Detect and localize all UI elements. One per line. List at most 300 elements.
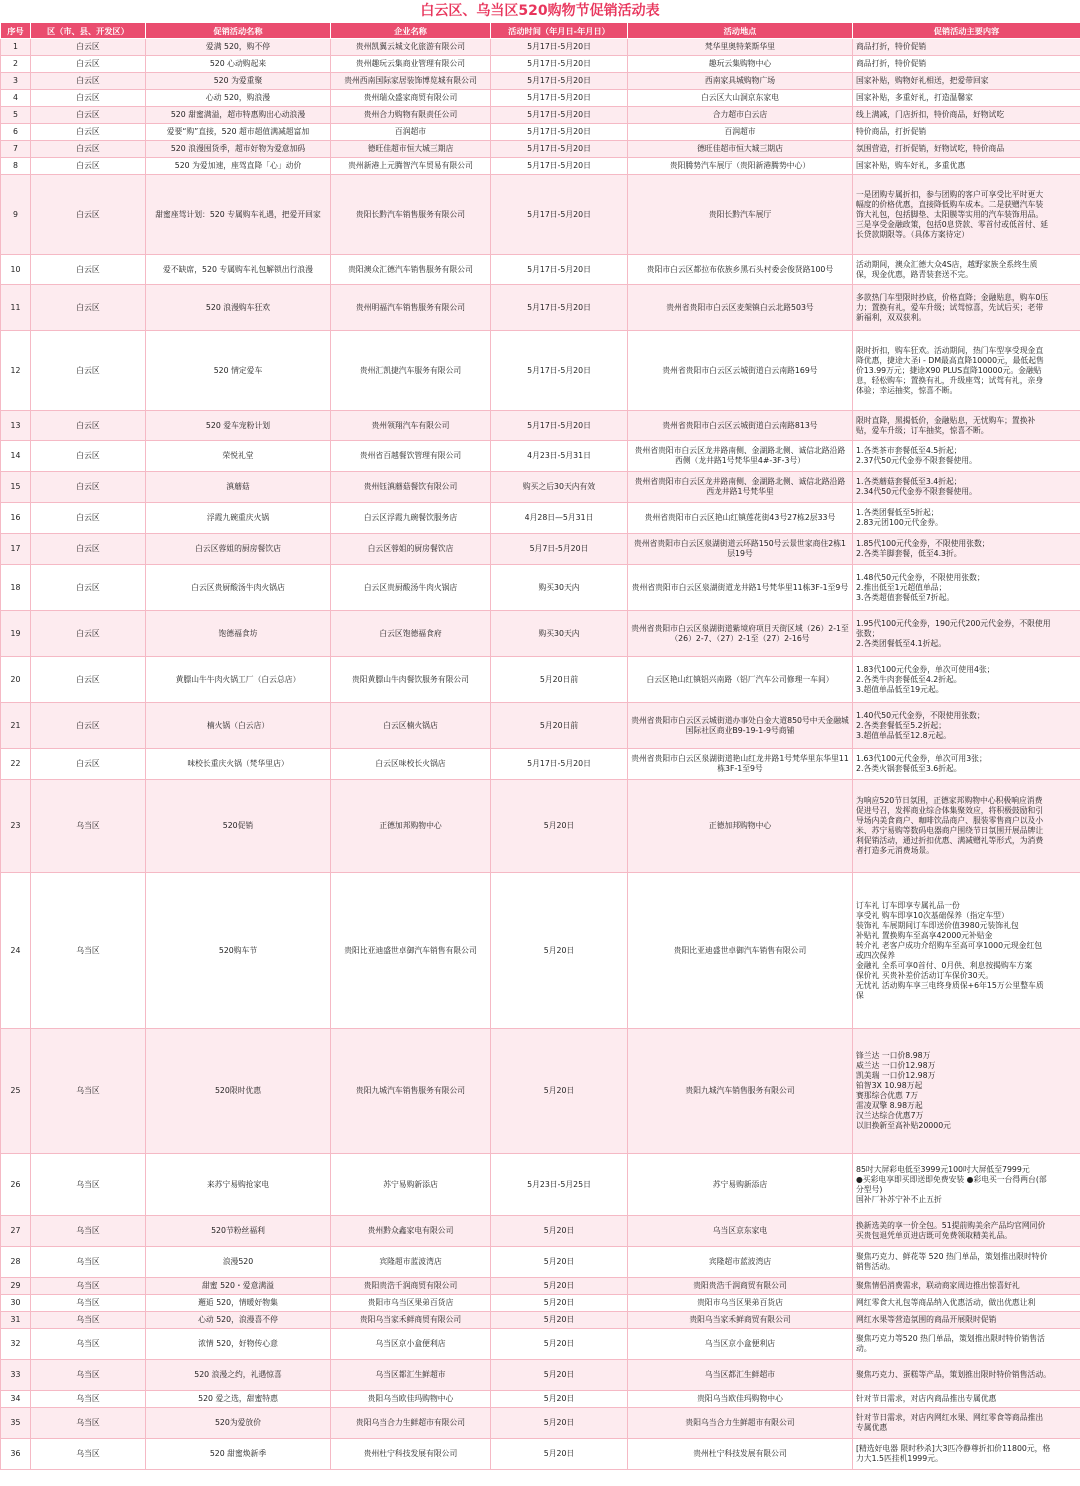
cell-district: 白云区 — [31, 611, 146, 657]
cell-activity-name: 白云区蓉姐的厨房餐饮店 — [146, 534, 331, 565]
cell-no: 28 — [1, 1247, 31, 1278]
col-header-time: 活动时间（年月日-年月日） — [491, 23, 628, 39]
content-line: 无忧礼 活动购车享三电终身质保+6年15万公里整车质 — [856, 980, 1044, 990]
cell-time: 5月17日-5月20日 — [491, 39, 628, 56]
table-row — [1, 780, 1080, 873]
cell-no: 21 — [1, 703, 31, 749]
content-line: 1.83代100元代金券，单次可使用4张； — [856, 664, 995, 674]
table-row — [1, 285, 1080, 331]
content-line: 多款热门车型限时抄底，价格直降；金融贴息，购车0压 — [856, 292, 1049, 302]
cell-no: 30 — [1, 1295, 31, 1312]
cell-place: 贵阳市白云区都拉布依族乡黑石头村委会俊贤路100号 — [628, 255, 853, 285]
cell-activity-name: 520 心动购起来 — [146, 56, 331, 73]
content-line: 导场内美食商户、咖啡饮品商户、服装零售商户以及小 — [856, 816, 1044, 825]
cell-content — [853, 1295, 1080, 1312]
content-line: 降优惠，捷途大圣i - DM最高直降10000元，最低起售 — [856, 355, 1044, 365]
cell-no: 33 — [1, 1360, 31, 1391]
cell-place: 贵州省贵阳市白云区艳山红镇莲花街43号27栋2层33号 — [628, 503, 853, 534]
cell-content — [853, 611, 1080, 657]
cell-no: 31 — [1, 1312, 31, 1329]
cell-company: 贵州趣玩云集商业管理有限公司 — [331, 56, 491, 73]
cell-activity-name: 心动 520，浪漫喜不停 — [146, 1312, 331, 1329]
content-line: 网红零食大礼包等商品纳入优惠活动，做出优惠让利 — [856, 1298, 1036, 1307]
cell-activity-name: 520 情定爱车 — [146, 331, 331, 411]
table-row — [1, 1408, 1080, 1439]
content-line: 铂智3X 10.98万起 — [856, 1081, 923, 1090]
table-row — [1, 1439, 1080, 1470]
table-row — [1, 141, 1080, 158]
cell-company: 苏宁易购新添店 — [331, 1154, 491, 1216]
cell-place: 梵华里奥特莱斯华里 — [628, 39, 853, 56]
cell-activity-name: 楠火锅（白云店） — [146, 703, 331, 749]
cell-company: 贵州钰滇蘑菇餐饮有限公司 — [331, 472, 491, 503]
cell-district: 白云区 — [31, 411, 146, 441]
cell-content — [853, 1391, 1080, 1408]
content-line: 国家补贴，购车好礼，多重优惠 — [856, 161, 966, 170]
cell-content — [853, 1029, 1080, 1154]
cell-no: 6 — [1, 124, 31, 141]
cell-place: 贵阳九城汽车销售服务有限公司 — [628, 1029, 853, 1154]
content-line: 保 — [856, 990, 864, 1000]
content-line: 买贵包退凭单页进店既可免费领取精美礼品。 — [856, 1231, 1012, 1240]
cell-activity-name: 520节粉丝福利 — [146, 1216, 331, 1247]
cell-company: 宾隆超市蓝波湾店 — [331, 1247, 491, 1278]
cell-content — [853, 1312, 1080, 1329]
cell-company: 贵阳澳众汇德汽车销售服务有限公司 — [331, 255, 491, 285]
cell-district: 白云区 — [31, 703, 146, 749]
cell-content — [853, 1408, 1080, 1439]
table-row — [1, 107, 1080, 124]
cell-place: 德旺佳超市恒大城三期店 — [628, 141, 853, 158]
content-line: 装饰礼 车展期间订车即送价值3980元装饰礼包 — [856, 920, 1019, 930]
cell-place: 贵州省贵阳市白云区泉湖街道云环路150号云景世家商住2栋1层19号 — [628, 534, 853, 565]
cell-content — [853, 472, 1080, 503]
content-line: 者打造多元消费场景。 — [856, 846, 934, 855]
cell-activity-name: 荣悦礼堂 — [146, 441, 331, 472]
cell-place: 乌当区都汇生鲜超市 — [628, 1360, 853, 1391]
cell-activity-name: 甜蜜座驾计划：520 专属购车礼遇，把爱开回家 — [146, 175, 331, 255]
cell-district: 白云区 — [31, 441, 146, 472]
cell-content — [853, 124, 1080, 141]
cell-company: 白云区浮霞九碗餐饮服务店 — [331, 503, 491, 534]
content-line: 针对节日需求，对店内网红水果、网红零食等商品推出 — [856, 1413, 1044, 1422]
table-row — [1, 1360, 1080, 1391]
cell-place: 合力超市白云店 — [628, 107, 853, 124]
content-line: 订车礼 订车即享专属礼品一份 — [856, 900, 960, 910]
content-line: 聚焦情侣消费需求，联动商家周边推出惊喜好礼 — [856, 1281, 1020, 1290]
cell-district: 乌当区 — [31, 780, 146, 873]
content-line: 雷凌双擎 8.98万起 — [856, 1101, 923, 1110]
cell-content — [853, 1154, 1080, 1216]
cell-time: 5月17日-5月20日 — [491, 56, 628, 73]
content-line: 赛那综合优惠 7万 — [856, 1091, 919, 1100]
cell-company: 贵阳乌当家禾鲜商贸有限公司 — [331, 1312, 491, 1329]
cell-content — [853, 1247, 1080, 1278]
cell-no: 2 — [1, 56, 31, 73]
content-line: 锋兰达 一口价8.98万 — [856, 1051, 931, 1060]
cell-place: 乌当区京小盒便利店 — [628, 1329, 853, 1360]
cell-district: 白云区 — [31, 565, 146, 611]
cell-time: 5月20日 — [491, 1391, 628, 1408]
cell-no: 5 — [1, 107, 31, 124]
cell-activity-name: 520限时优惠 — [146, 1029, 331, 1154]
table-row — [1, 175, 1080, 255]
table-row — [1, 1295, 1080, 1312]
content-line: 新福利，双双获利。 — [856, 312, 927, 322]
cell-time: 5月17日-5月20日 — [491, 411, 628, 441]
cell-place: 趣玩云集购物中心 — [628, 56, 853, 73]
cell-activity-name: 520 浪漫囤货季，超市好物为爱意加码 — [146, 141, 331, 158]
content-line: 国家补贴，购物好礼相送，把爱带回家 — [856, 76, 989, 85]
cell-time: 5月20日 — [491, 1360, 628, 1391]
table-row — [1, 703, 1080, 749]
cell-time: 5月17日-5月20日 — [491, 331, 628, 411]
content-line: 三是享受金融政策，包括0息贷款、零首付或低首付、延 — [856, 219, 1049, 229]
col-header-district: 区（市、县、开发区） — [31, 23, 146, 39]
table-row — [1, 411, 1080, 441]
content-line: 网红水果等营造氛围的商品开展限时促销 — [856, 1315, 997, 1324]
cell-district: 乌当区 — [31, 873, 146, 1029]
content-line: 或四次保养 — [856, 950, 895, 960]
cell-place: 贵州省贵阳市白云区泉湖街道龙井路1号梵华里11栋3F-1至9号 — [628, 565, 853, 611]
content-line: 息，轻松购车；置换有礼，升级座驾；试驾有礼，亲身 — [856, 375, 1044, 385]
cell-district: 乌当区 — [31, 1312, 146, 1329]
content-line: 以旧换新至高补贴20000元 — [856, 1121, 951, 1130]
cell-content — [853, 411, 1080, 441]
content-line: 力大1.5匹挂机1999元。 — [856, 1454, 943, 1463]
cell-content — [853, 565, 1080, 611]
cell-activity-name: 心动 520，购浪漫 — [146, 90, 331, 107]
content-line: 2.各类火锅套餐低至3.6折起。 — [856, 764, 962, 773]
cell-district: 白云区 — [31, 657, 146, 703]
cell-time: 5月20日 — [491, 1216, 628, 1247]
cell-activity-name: 爱不缺席，520 专属购车礼包解锁出行浪漫 — [146, 255, 331, 285]
content-line: 2.推出低至1元超值单品； — [856, 582, 947, 592]
content-line: 2.37代50元代金券不限套餐使用。 — [856, 456, 977, 465]
cell-time: 5月17日-5月20日 — [491, 158, 628, 175]
cell-district: 白云区 — [31, 331, 146, 411]
col-header-place: 活动地点 — [628, 23, 853, 39]
content-line: 2.各类牛肉套餐低至4.2折起。 — [856, 674, 962, 684]
cell-time: 5月17日-5月20日 — [491, 141, 628, 158]
cell-company: 贵州瑞众盛家商贸有限公司 — [331, 90, 491, 107]
cell-activity-name: 浪漫520 — [146, 1247, 331, 1278]
table-row — [1, 1329, 1080, 1360]
cell-company: 贵阳九城汽车销售服务有限公司 — [331, 1029, 491, 1154]
cell-district: 白云区 — [31, 107, 146, 124]
cell-time: 5月17日-5月20日 — [491, 107, 628, 124]
cell-district: 乌当区 — [31, 1329, 146, 1360]
content-line: 威兰达 一口价12.98万 — [856, 1061, 936, 1070]
cell-activity-name: 520 甜蜜焕新季 — [146, 1439, 331, 1470]
cell-content — [853, 749, 1080, 780]
cell-activity-name: 爱满 520，购不停 — [146, 39, 331, 56]
table-row — [1, 441, 1080, 472]
cell-company: 正德加邦购物中心 — [331, 780, 491, 873]
cell-place: 贵州省贵阳市白云区泉湖街道艳山红龙井路1号梵华里东华里11栋3F-1至9号 — [628, 749, 853, 780]
content-line: 3.超值单品低至19元起。 — [856, 684, 944, 694]
content-line: 3.超值单品低至12.8元起。 — [856, 730, 951, 740]
cell-time: 5月20日 — [491, 873, 628, 1029]
cell-activity-name: 滇蘑菇 — [146, 472, 331, 503]
table-row — [1, 1029, 1080, 1154]
cell-place: 贵阳乌当家禾鲜商贸有限公司 — [628, 1312, 853, 1329]
cell-no: 19 — [1, 611, 31, 657]
cell-content — [853, 780, 1080, 873]
cell-activity-name: 520 浪漫购车狂欢 — [146, 285, 331, 331]
cell-company: 乌当区京小盒便利店 — [331, 1329, 491, 1360]
content-line: 2.83元团100元代金券。 — [856, 518, 943, 527]
cell-district: 乌当区 — [31, 1216, 146, 1247]
cell-company: 贵阳贵浩千润商贸有限公司 — [331, 1278, 491, 1295]
cell-district: 乌当区 — [31, 1295, 146, 1312]
content-line: 米、苏宁易购等数码电器商户围绕节日氛围开展品牌让 — [856, 826, 1044, 835]
cell-activity-name: 甜蜜 520・爱意满溢 — [146, 1278, 331, 1295]
cell-company: 贵阳长黔汽车销售服务有限公司 — [331, 175, 491, 255]
cell-district: 白云区 — [31, 124, 146, 141]
cell-content — [853, 56, 1080, 73]
cell-no: 24 — [1, 873, 31, 1029]
cell-activity-name: 浮霞九碗重庆火锅 — [146, 503, 331, 534]
cell-place: 贵州省贵阳市白云区云城街道办事处白金大道850号中天金融城国际社区商业B9-19-1-9号商铺 — [628, 703, 853, 749]
cell-company: 贵州省百越餐饮管理有限公司 — [331, 441, 491, 472]
content-line: 1.85代100元代金券，不限使用张数； — [856, 539, 990, 548]
cell-no: 27 — [1, 1216, 31, 1247]
content-line: 聚焦巧克力、鲜花等 520 热门单品，策划推出限时特价 — [856, 1252, 1048, 1261]
table-row — [1, 73, 1080, 90]
cell-company: 贵阳比亚迪盛世卓御汽车销售有限公司 — [331, 873, 491, 1029]
promotion-table — [0, 22, 1080, 1470]
cell-district: 白云区 — [31, 141, 146, 158]
cell-district: 白云区 — [31, 472, 146, 503]
cell-time: 5月20日前 — [491, 657, 628, 703]
cell-company: 贵州汇凯捷汽车服务有限公司 — [331, 331, 491, 411]
cell-place: 西南家具城购物广场 — [628, 73, 853, 90]
cell-time: 5月17日-5月20日 — [491, 124, 628, 141]
content-line: 特价商品，打折促销 — [856, 127, 927, 136]
content-line: 保，现金优惠，路青装套送不完。 — [856, 269, 973, 279]
cell-time: 4月23日-5月31日 — [491, 441, 628, 472]
cell-no: 3 — [1, 73, 31, 90]
cell-district: 乌当区 — [31, 1439, 146, 1470]
content-line: 保价礼 买贵补差价活动订车保价30天。 — [856, 970, 994, 980]
content-line: 2.各类羊脚套餐，低至4.3折。 — [856, 549, 962, 558]
content-line: 凯美瑞 一口价12.98万 — [856, 1071, 936, 1080]
content-line: 促进号召，发挥商业综合体集聚效应，将积极鼓励和引 — [856, 806, 1044, 815]
content-line: 力；置换有礼，爱车升级；试驾惊喜，先试后买；老带 — [856, 302, 1044, 312]
cell-place: 贵州省贵阳市白云区泉湖街道紫境府项目天街区域（26）2-1至（26）2-7、（27）2-1至（27）2-16号 — [628, 611, 853, 657]
cell-no: 22 — [1, 749, 31, 780]
cell-content — [853, 255, 1080, 285]
cell-place: 白云区艳山红镇铝兴南路（铝厂汽车公司修理一车间） — [628, 657, 853, 703]
cell-time: 4月28日—5月31日 — [491, 503, 628, 534]
cell-activity-name: 520 甜蜜满溢，超市特惠购出心动浪漫 — [146, 107, 331, 124]
table-row — [1, 124, 1080, 141]
cell-no: 4 — [1, 90, 31, 107]
cell-company: 白云区味校长火锅店 — [331, 749, 491, 780]
cell-activity-name: 520促销 — [146, 780, 331, 873]
content-line: 分型号) — [856, 1184, 883, 1194]
cell-activity-name: 520 为爱加速，座驾直降「心」动价 — [146, 158, 331, 175]
cell-content — [853, 1439, 1080, 1470]
cell-content — [853, 657, 1080, 703]
table-row — [1, 1312, 1080, 1329]
cell-no: 29 — [1, 1278, 31, 1295]
cell-content — [853, 107, 1080, 124]
cell-content — [853, 441, 1080, 472]
cell-time: 5月17日-5月20日 — [491, 255, 628, 285]
col-header-activity-name: 促销活动名称 — [146, 23, 331, 39]
cell-no: 23 — [1, 780, 31, 873]
content-line: 长贷款期限等。（具体方案待定） — [856, 229, 970, 239]
content-line: 享受礼 购车即享10次基础保养（指定车型） — [856, 910, 1009, 920]
cell-time: 5月17日-5月20日 — [491, 175, 628, 255]
cell-district: 白云区 — [31, 56, 146, 73]
cell-place: 贵阳市乌当区果弟百货店 — [628, 1295, 853, 1312]
cell-content — [853, 331, 1080, 411]
cell-time: 5月17日-5月20日 — [491, 749, 628, 780]
cell-activity-name: 味校长重庆火锅（梵华里店） — [146, 749, 331, 780]
cell-time: 5月7日-5月20日 — [491, 534, 628, 565]
cell-company: 白云区贵厨酸汤牛肉火锅店 — [331, 565, 491, 611]
cell-company: 贵州西南国际家居装饰博览城有限公司 — [331, 73, 491, 90]
cell-place: 贵阳腾势汽车展厅（贵阳新港腾势中心） — [628, 158, 853, 175]
cell-district: 白云区 — [31, 39, 146, 56]
table-row — [1, 1247, 1080, 1278]
cell-content — [853, 39, 1080, 56]
content-line: 85吋大屏彩电低至3999元100吋大屏低至7999元 — [856, 1164, 1030, 1174]
cell-activity-name: 饱德福食坊 — [146, 611, 331, 657]
cell-district: 乌当区 — [31, 1278, 146, 1295]
cell-no: 15 — [1, 472, 31, 503]
content-line: 国家补贴，多重好礼，打造温馨家 — [856, 93, 973, 102]
content-line: 2.各类团餐低至4.1折起。 — [856, 638, 947, 648]
cell-place: 贵州省贵阳市白云区麦架镇白云北路503号 — [628, 285, 853, 331]
content-line: 贴，爱车升级；订车抽奖，惊喜不断。 — [856, 425, 989, 435]
cell-district: 白云区 — [31, 90, 146, 107]
col-header-content: 促销活动主要内容 — [853, 23, 1080, 39]
cell-content — [853, 175, 1080, 255]
cell-company: 白云区饱德福食府 — [331, 611, 491, 657]
content-line: 幅度的价格优惠，直接降低购车成本。二是获赠汽车装 — [856, 199, 1044, 209]
cell-activity-name: 520 浪漫之约，礼遇惊喜 — [146, 1360, 331, 1391]
content-line: 1.各类蘑菇套餐低至3.4折起； — [856, 477, 962, 486]
cell-no: 11 — [1, 285, 31, 331]
content-line: 金融礼 全系可享0首付、0月供、利息按揭购车方案 — [856, 960, 1033, 970]
content-line: 商品打折，特价促销 — [856, 42, 927, 51]
cell-time: 购买30天内 — [491, 565, 628, 611]
cell-content — [853, 503, 1080, 534]
content-line: 换新选美的享一价全包。51提前购美余产品均官网同价 — [856, 1221, 1046, 1230]
table-row — [1, 503, 1080, 534]
cell-district: 白云区 — [31, 534, 146, 565]
cell-activity-name: 520为爱放价 — [146, 1408, 331, 1439]
table-row — [1, 1216, 1080, 1247]
cell-no: 25 — [1, 1029, 31, 1154]
cell-company: 乌当区都汇生鲜超市 — [331, 1360, 491, 1391]
cell-district: 白云区 — [31, 503, 146, 534]
content-line: [精选好电器 限时秒杀]大3匹冷静尊折扣价11800元，格 — [856, 1444, 1051, 1453]
table-row — [1, 472, 1080, 503]
cell-company: 贵州凯翼云城文化旅游有限公司 — [331, 39, 491, 56]
table-row — [1, 1391, 1080, 1408]
cell-district: 白云区 — [31, 73, 146, 90]
cell-place: 贵州杜宁科技发展有限公司 — [628, 1439, 853, 1470]
content-line: 一是团购专属折扣，参与团购的客户可享受比平时更大 — [856, 189, 1044, 199]
cell-content — [853, 73, 1080, 90]
content-line: 汉兰达综合优惠7万 — [856, 1111, 924, 1120]
cell-company: 贵州领翔汽车有限公司 — [331, 411, 491, 441]
cell-activity-name: 浓情 520，好物传心意 — [146, 1329, 331, 1360]
cell-time: 5月20日 — [491, 1329, 628, 1360]
cell-no: 20 — [1, 657, 31, 703]
table-body — [1, 39, 1080, 1470]
cell-place: 贵阳乌当合力生鲜超市有限公司 — [628, 1408, 853, 1439]
cell-district: 乌当区 — [31, 1360, 146, 1391]
cell-activity-name: 520购车节 — [146, 873, 331, 1029]
cell-district: 白云区 — [31, 255, 146, 285]
cell-activity-name: 520 爱车宠粉计划 — [146, 411, 331, 441]
cell-content — [853, 158, 1080, 175]
cell-place: 贵州省贵阳市白云区龙井路南侧、金湖路北侧、诚信北路沿路西侧（龙井路1号梵华里4#-3F-3号） — [628, 441, 853, 472]
cell-company: 德旺佳超市恒大城三期店 — [331, 141, 491, 158]
header-row — [1, 23, 1080, 39]
table-row — [1, 534, 1080, 565]
cell-activity-name: 爱要“购”直接，520 超市超值满减超富加 — [146, 124, 331, 141]
cell-place: 苏宁易购新添店 — [628, 1154, 853, 1216]
content-line: 动。 — [856, 1344, 872, 1353]
table-row — [1, 611, 1080, 657]
cell-company: 贵阳乌当合力生鲜超市有限公司 — [331, 1408, 491, 1439]
content-line: 1.48代50元代金券，不限使用张数； — [856, 572, 985, 582]
cell-no: 14 — [1, 441, 31, 472]
cell-time: 购买30天内 — [491, 611, 628, 657]
cell-place: 贵州省贵阳市白云区云城街道白云南路169号 — [628, 331, 853, 411]
cell-company: 贵州合力购物有限责任公司 — [331, 107, 491, 124]
cell-content — [853, 1216, 1080, 1247]
cell-content — [853, 873, 1080, 1029]
cell-content — [853, 1278, 1080, 1295]
cell-place: 宾隆超市蓝波湾店 — [628, 1247, 853, 1278]
content-line: 氛围营造，打折促销，好物试吃，特价商品 — [856, 144, 1005, 153]
cell-time: 5月17日-5月20日 — [491, 90, 628, 107]
cell-company: 贵阳黄膘山牛肉餐饮服务有限公司 — [331, 657, 491, 703]
content-line: 针对节日需求，对店内商品推出专属优惠 — [856, 1394, 997, 1403]
cell-content — [853, 285, 1080, 331]
col-header-no: 序号 — [1, 23, 31, 39]
cell-activity-name: 白云区贵厨酸汤牛肉火锅店 — [146, 565, 331, 611]
cell-company: 百润超市 — [331, 124, 491, 141]
content-line: 专属优惠 — [856, 1423, 888, 1432]
content-line: 销售活动。 — [856, 1262, 895, 1271]
cell-time: 5月20日 — [491, 780, 628, 873]
cell-time: 5月20日 — [491, 1029, 628, 1154]
content-line: 聚焦巧克力等520 热门单品，策划推出限时特价销售活 — [856, 1334, 1045, 1343]
cell-content — [853, 90, 1080, 107]
cell-activity-name: 来苏宁易购抢家电 — [146, 1154, 331, 1216]
content-line: 饰大礼包，包括脚垫、太阳膜等实用的汽车装饰用品。 — [856, 209, 1044, 219]
table-row — [1, 565, 1080, 611]
content-line: 张数； — [856, 628, 880, 638]
content-line: 价13.99万元；捷途X90 PLUS直降10000元。金融贴 — [856, 365, 1042, 375]
cell-no: 16 — [1, 503, 31, 534]
content-line: 体验；幸运抽奖，惊喜不断。 — [856, 385, 958, 395]
cell-company: 贵州新港上元腾智汽车贸易有限公司 — [331, 158, 491, 175]
content-line: 1.95代100元代金券，190元代200元代金券，不限使用 — [856, 618, 1051, 628]
content-line: 利促销活动，通过折扣优惠、满减赠礼等形式，为消费 — [856, 836, 1044, 845]
cell-time: 5月23日-5月25日 — [491, 1154, 628, 1216]
table-row — [1, 1278, 1080, 1295]
